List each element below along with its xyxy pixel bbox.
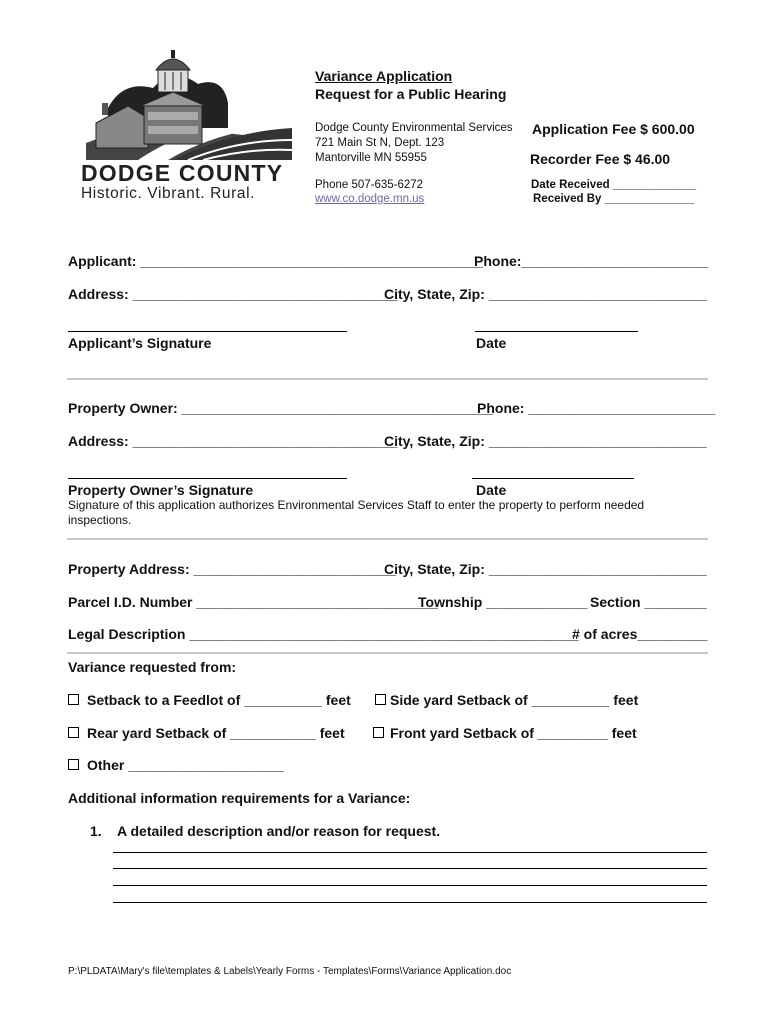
variance-heading: Variance requested from: — [68, 659, 237, 675]
description-line[interactable] — [113, 902, 707, 903]
item-1-number: 1. — [90, 823, 102, 839]
received-by-field[interactable]: Received By ______________ — [533, 193, 695, 205]
section-divider — [67, 538, 708, 540]
front-yard-label: Front yard Setback of _________ feet — [390, 725, 637, 741]
side-yard-option[interactable] — [375, 692, 638, 708]
applicant-address-field[interactable]: Address: __________________________________ — [68, 286, 398, 302]
applicant-field[interactable]: Applicant: ____________________________________________ — [68, 253, 483, 269]
org-address-line2: Mantorville MN 55955 — [315, 152, 427, 164]
county-logo — [78, 48, 298, 203]
form-title: Variance Application — [315, 68, 453, 84]
form-subtitle: Request for a Public Hearing — [315, 86, 507, 102]
owner-address-field[interactable]: Address: __________________________________ — [68, 433, 398, 449]
owner-signature-label: Property Owner’s Signature — [68, 482, 254, 498]
description-line[interactable] — [113, 852, 707, 853]
applicant-signature-label: Applicant’s Signature — [68, 335, 212, 351]
checkbox-icon[interactable] — [68, 759, 79, 770]
rear-yard-option[interactable] — [68, 725, 345, 741]
applicant-signature-line[interactable] — [68, 331, 347, 332]
other-option[interactable] — [68, 757, 284, 773]
property-owner-field[interactable]: Property Owner: ________________________________________ — [68, 400, 494, 416]
applicant-phone-field[interactable]: Phone:________________________ — [474, 253, 709, 269]
feedlot-option[interactable] — [68, 692, 351, 708]
owner-signature-line[interactable] — [68, 478, 347, 479]
checkbox-icon[interactable] — [68, 694, 79, 705]
section-divider — [67, 378, 708, 380]
application-fee: Application Fee $ 600.00 — [532, 121, 695, 137]
feedlot-label: Setback to a Feedlot of __________ feet — [87, 692, 351, 708]
owner-date-label: Date — [476, 482, 507, 498]
legal-description-field[interactable]: Legal Description __________________________________________________ — [68, 626, 579, 642]
file-path-footer: P:\PLDATA\Mary's file\templates & Labels\Yearly Forms - Templates\Forms\Variance Application.doc — [68, 966, 512, 977]
org-phone: Phone 507-635-6272 — [315, 179, 424, 191]
property-address-field[interactable]: Property Address: __________________________ — [68, 561, 396, 577]
checkbox-icon[interactable] — [373, 727, 384, 738]
parcel-id-field[interactable]: Parcel I.D. Number _______________________________ — [68, 594, 438, 610]
additional-heading: Additional information requirements for a Variance: — [68, 790, 411, 806]
date-received-field[interactable]: Date Received _____________ — [531, 179, 696, 191]
owner-phone-field[interactable]: Phone: ________________________ — [477, 400, 716, 416]
front-yard-option[interactable] — [373, 725, 637, 741]
applicant-csz-field[interactable]: City, State, Zip: ____________________________ — [384, 286, 707, 302]
checkbox-icon[interactable] — [68, 727, 79, 738]
section-divider — [67, 652, 708, 654]
description-line[interactable] — [113, 885, 707, 886]
logo-tagline: Historic. Vibrant. Rural. — [81, 185, 256, 202]
checkbox-icon[interactable] — [375, 694, 386, 705]
logo-name: DODGE COUNTY — [81, 160, 284, 186]
courthouse-logo-icon — [78, 48, 298, 168]
item-1-text: A detailed description and/or reason for request. — [117, 823, 441, 839]
applicant-date-label: Date — [476, 335, 507, 351]
section-field[interactable]: Section ________ — [590, 594, 707, 610]
org-website-link[interactable]: www.co.dodge.mn.us — [315, 193, 425, 205]
org-name: Dodge County Environmental Services — [315, 122, 513, 134]
applicant-date-line[interactable] — [475, 331, 638, 332]
side-yard-label: Side yard Setback of __________ feet — [390, 692, 639, 708]
other-label: Other ____________________ — [87, 757, 284, 773]
owner-date-line[interactable] — [472, 478, 634, 479]
acres-field[interactable]: # of acres_________ — [572, 626, 708, 642]
property-csz-field[interactable]: City, State, Zip: ____________________________ — [384, 561, 707, 577]
owner-csz-field[interactable]: City, State, Zip: ____________________________ — [384, 433, 707, 449]
authorization-note: Signature of this application authorizes Environmental Services Staff to enter the property to perform needed inspections. — [68, 498, 645, 527]
org-address-line1: 721 Main St N, Dept. 123 — [315, 137, 445, 149]
township-field[interactable]: Township _____________ — [418, 594, 588, 610]
description-line[interactable] — [113, 868, 707, 869]
recorder-fee: Recorder Fee $ 46.00 — [530, 151, 671, 167]
rear-yard-label: Rear yard Setback of ___________ feet — [87, 725, 345, 741]
